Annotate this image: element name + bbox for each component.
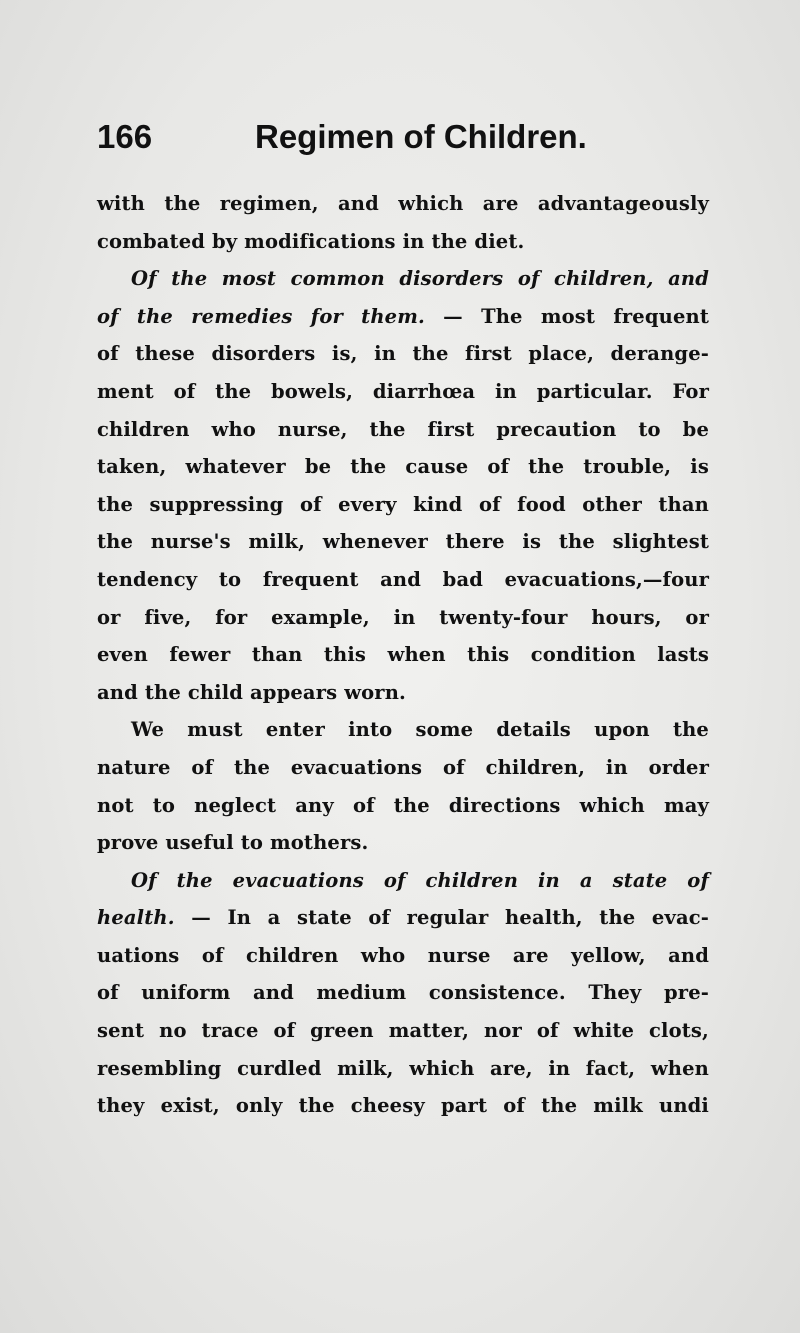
section-heading-line: Of the most common disorders of children, and	[131, 267, 709, 291]
section-heading-line: of the remedies for them. — The most frequent	[97, 304, 709, 328]
section-heading-line: health. — In a state of regular health, the evac-	[97, 906, 709, 930]
text-line: the suppressing of every kind of food other than	[97, 492, 709, 516]
text-line: sent no trace of green matter, nor of white clots,	[97, 1019, 709, 1043]
text-line: or five, for example, in twenty-four hours, or	[97, 605, 709, 629]
text-line: of uniform and medium consistence. They pre-	[97, 981, 709, 1005]
text-line: tendency to frequent and bad evacuations,—four	[97, 567, 709, 591]
body-text	[97, 185, 709, 1125]
page-number: 166	[97, 118, 153, 155]
text-line: even fewer than this when this condition lasts	[97, 643, 709, 667]
section-heading-line: Of the evacuations of children in a state of	[131, 868, 709, 892]
text-line: not to neglect any of the directions which may	[97, 793, 709, 817]
text-line: ment of the bowels, diarrhœa in particular. For	[97, 379, 709, 403]
text-line: with the regimen, and which are advantageously	[97, 192, 709, 215]
text-line: uations of children who nurse are yellow, and	[97, 943, 709, 967]
text-line: and the child appears worn.	[97, 680, 406, 704]
text-line: taken, whatever be the cause of the trouble, is	[97, 455, 709, 479]
text-line: nature of the evacuations of children, in order	[97, 755, 709, 779]
text-line: resembling curdled milk, which are, in fact, when	[97, 1056, 709, 1080]
running-header	[97, 112, 717, 162]
text-line: We must enter into some details upon the	[131, 718, 709, 742]
text-line: of these disorders is, in the first place, derange-	[97, 342, 709, 366]
text-line: they exist, only the cheesy part of the milk undi	[97, 1094, 709, 1118]
running-title: Regimen of Children.	[255, 118, 587, 155]
text-line: combated by modifications in the diet.	[97, 229, 525, 253]
text-line: prove useful to mothers.	[97, 831, 369, 855]
text-line: children who nurse, the first precaution to be	[97, 417, 709, 441]
text-line: the nurse's milk, whenever there is the slightest	[97, 530, 709, 554]
